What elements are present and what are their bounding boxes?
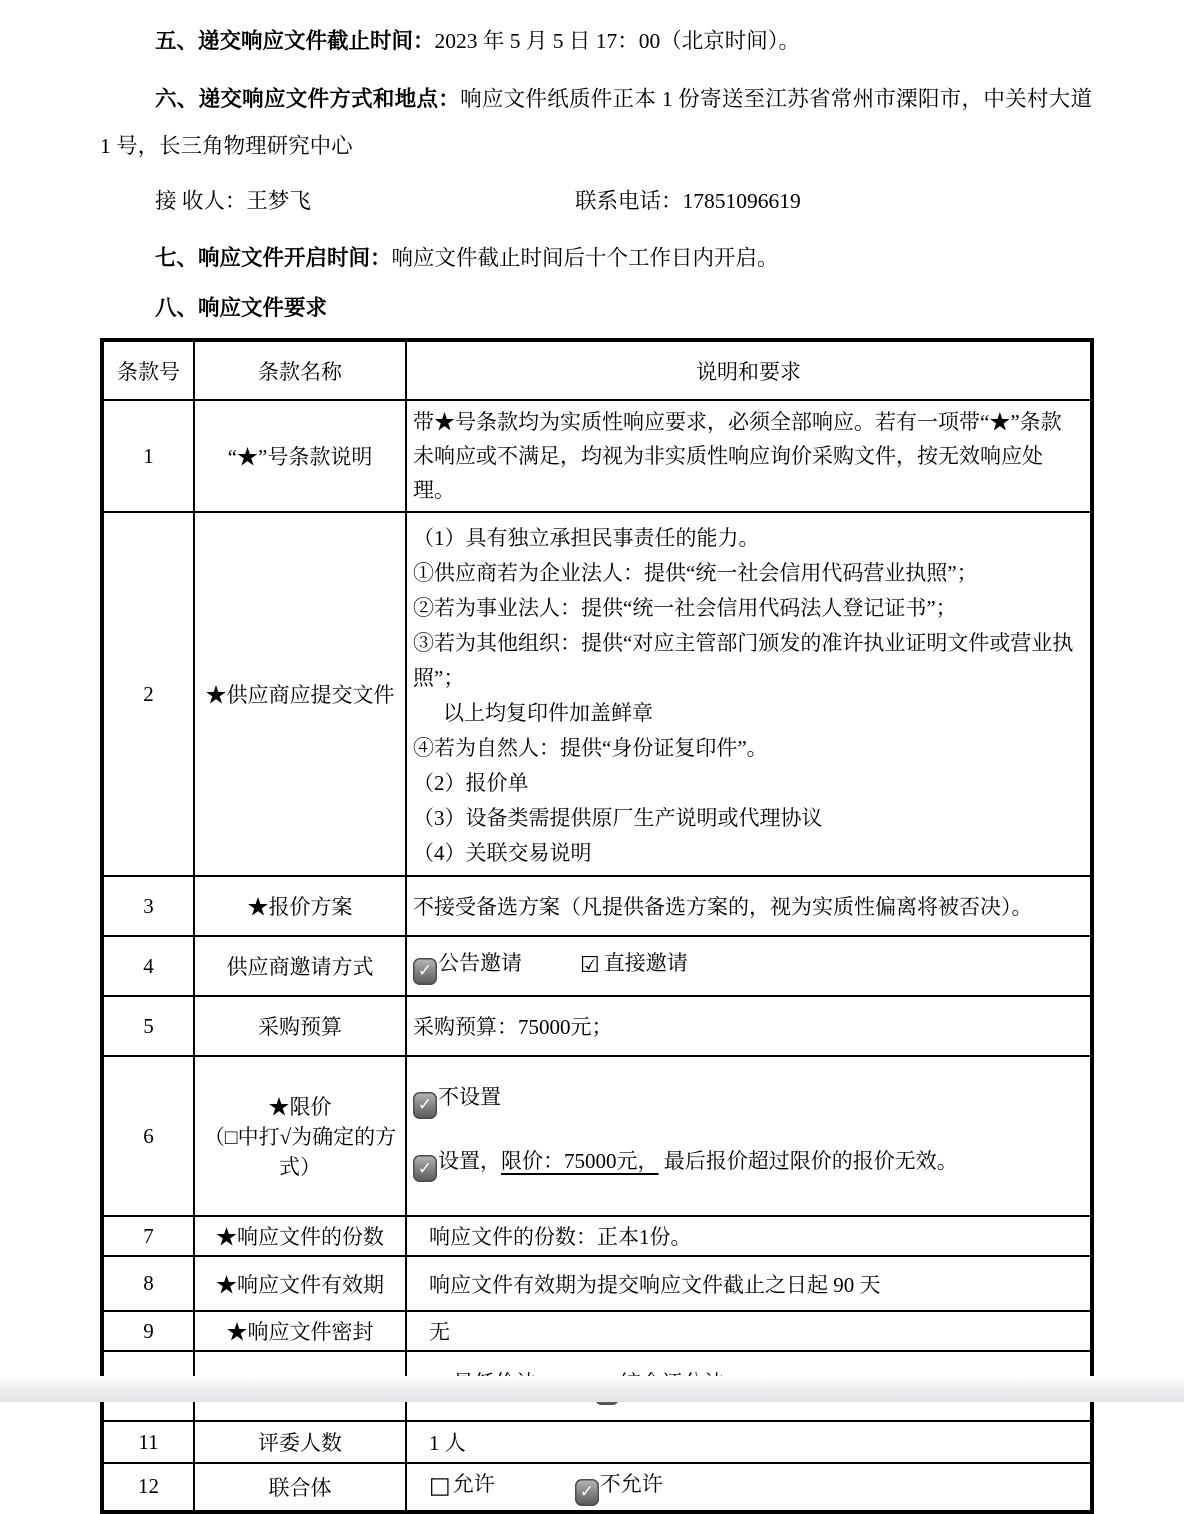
clause-desc: 采购预算：75000元； [406,996,1092,1056]
table-header-row [102,340,1092,400]
table-row [102,996,1092,1056]
table-row [102,1311,1092,1351]
limit-price-underlined: 限价：75000元， [501,1148,659,1173]
section-6-label: 六、递交响应文件方式和地点： [155,87,461,111]
clause-name [194,1056,406,1216]
contact-phone: 联系电话：17851096619 [575,189,801,213]
clause-name: ★供应商应提交文件 [194,512,406,876]
check-glyph: ✓ [417,1158,433,1179]
row-no: 2 [102,512,194,876]
checkbox-checked-icon[interactable] [413,1092,437,1119]
desc-line: （1）具有独立承担民事责任的能力。 [413,526,760,550]
check-glyph: ✓ [417,961,433,982]
option-label-suffix: 最后报价超过限价的报价无效。 [658,1148,958,1173]
row-no: 4 [102,936,194,996]
receiver-name: 接 收人：王梦飞 [155,189,311,213]
row-no: 9 [102,1311,194,1351]
row-no: 6 [102,1056,194,1216]
desc-line: （2）报价单 [413,771,529,795]
option-label: 不允许 [599,1472,663,1496]
row-no: 3 [102,876,194,936]
header-clause-no: 条款号 [102,340,194,400]
check-glyph: ✓ [417,1095,433,1115]
clause-name: ★响应文件的份数 [194,1216,406,1256]
header-clause-name: 条款名称 [194,340,406,400]
option-row [413,1145,1082,1183]
option-label: 不设置 [438,1085,501,1109]
row-no: 5 [102,996,194,1056]
clause-name-line2: （□中打√为确定的方式） [203,1125,397,1179]
table-row [102,1421,1092,1463]
row-no: 1 [102,400,194,512]
option-label: 公告邀请 [438,951,522,976]
desc-line: （3）设备类需提供原厂生产说明或代理协议 [413,806,823,830]
requirements-table [100,338,1094,1514]
checkbox-checked-icon[interactable] [413,1155,437,1182]
table-row [102,1256,1092,1311]
section-6 [100,76,1092,170]
table-row [102,1056,1092,1216]
checkbox-checked-icon[interactable] [413,958,437,985]
checkbox-unchecked-icon[interactable]: □ [429,1473,451,1499]
desc-line: ①供应商若为企业法人：提供“统一社会信用代码营业执照”； [413,561,978,585]
row-no: 7 [102,1216,194,1256]
section-8-heading: 八、响应文件要求 [155,296,328,320]
clause-name: ★响应文件有效期 [194,1256,406,1311]
desc-line: ④若为自然人：提供“身份证复印件”。 [413,736,768,760]
clause-name: 联合体 [194,1463,406,1512]
clause-name-line1: ★限价 [268,1095,332,1119]
clause-name: ★报价方案 [194,876,406,936]
desc-line: ②若为事业法人：提供“统一社会信用代码法人登记证书”； [413,596,957,620]
row-no: 11 [102,1421,194,1463]
section-5 [100,18,1092,65]
table-row [102,400,1092,512]
table-row [102,876,1092,936]
clause-name: “★”号条款说明 [194,400,406,512]
clause-name: 评委人数 [194,1421,406,1463]
section-7-label: 七、响应文件开启时间： [155,246,392,270]
row-no: 12 [102,1463,194,1512]
clause-desc [406,512,1092,876]
table-row [102,1463,1092,1512]
table-row [102,1216,1092,1256]
desc-line: ③若为其他组织：提供“对应主管部门颁发的准许执业证明文件或营业执照”； [413,631,1074,690]
table-row [102,936,1092,996]
section-6-text: 响应文件纸质件正本 1 份寄送至江苏省常州市溧阳市，中关村大道 1 号，长三角物理研究中心 [100,87,1092,158]
checkbox-checked-icon[interactable] [575,1479,599,1506]
clause-desc: 1 人 [406,1421,1092,1463]
clause-name: ★响应文件密封 [194,1311,406,1351]
option-row [413,1081,1082,1119]
section-5-text: 2023 年 5 月 5 日 17：00（北京时间）。 [434,29,801,53]
option-label: 直接邀请 [603,951,688,976]
clause-desc [406,1056,1092,1216]
clause-desc: 响应文件有效期为提交响应文件截止之日起 90 天 [406,1256,1092,1311]
option-label-prefix: 设置， [438,1148,501,1173]
page-bottom-shadow [0,1376,1184,1402]
desc-line: （4）关联交易说明 [413,841,592,865]
clause-name: 采购预算 [194,996,406,1056]
section-5-label: 五、递交响应文件截止时间： [155,29,435,53]
check-glyph: ✓ [579,1482,594,1502]
section-7-text: 响应文件截止时间后十个工作日内开启。 [391,246,779,270]
clause-desc: 带★号条款均为实质性响应要求，必须全部响应。若有一项带“★”条款未响应或不满足，均视为非实质性响应询价采购文件，按无效响应处理。 [406,400,1092,512]
option-label: 允许 [452,1472,495,1496]
clause-desc [406,936,1092,996]
checkbox-checked-outline-icon[interactable]: ☑ [580,953,600,979]
clause-name: 供应商邀请方式 [194,936,406,996]
section-7 [100,235,1092,282]
contact-line [100,181,1092,221]
desc-line: 以上均复印件加盖鲜章 [443,701,653,725]
clause-desc: 不接受备选方案（凡提供备选方案的，视为实质性偏离将被否决）。 [406,876,1092,936]
row-no: 8 [102,1256,194,1311]
header-requirements: 说明和要求 [406,340,1092,400]
table-row [102,512,1092,876]
clause-desc: 响应文件的份数：正本1份。 [406,1216,1092,1256]
clause-desc: 无 [406,1311,1092,1351]
clause-desc [406,1463,1092,1512]
